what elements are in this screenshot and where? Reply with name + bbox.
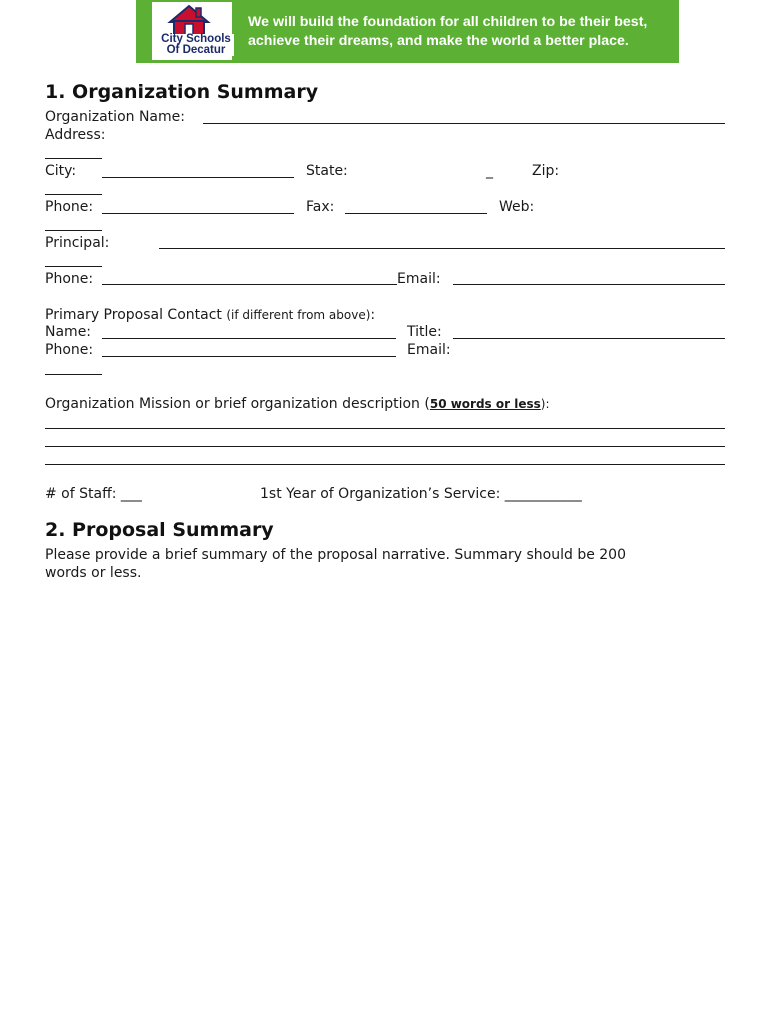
mission-label — [45, 395, 550, 413]
staff-label: # of Staff: — [45, 486, 117, 502]
contact-email-label: Email: — [407, 342, 451, 358]
org-name-label: Organization Name: — [45, 109, 185, 125]
contact-phone-label: Phone: — [45, 342, 94, 358]
phone-field[interactable] — [102, 213, 294, 214]
mission-field-line1[interactable] — [45, 428, 725, 429]
logo-text-line2: Of Decatur — [158, 45, 234, 56]
contact-name-field[interactable] — [102, 338, 396, 339]
logo-text-line1: City Schools — [158, 34, 234, 45]
zip-field[interactable] — [45, 194, 102, 195]
principal-field[interactable] — [159, 248, 725, 249]
principal-email-field[interactable] — [453, 284, 725, 285]
staff-field[interactable]: ___ — [120, 486, 142, 502]
principal-email-label: Email: — [397, 271, 441, 287]
header-banner — [136, 0, 679, 63]
first-year-service — [260, 485, 582, 503]
staff-count — [45, 485, 142, 503]
city-label: City: — [45, 163, 77, 179]
state-field[interactable]: _ — [486, 163, 493, 179]
section1-heading: 1. Organization Summary — [45, 81, 319, 103]
org-name-field[interactable] — [203, 123, 725, 124]
address-label: Address: — [45, 127, 106, 143]
principal-label: Principal: — [45, 235, 110, 251]
mission-field-line3[interactable] — [45, 464, 725, 465]
contact-title-label: Title: — [407, 324, 442, 340]
web-label: Web: — [499, 199, 535, 215]
section2-heading: 2. Proposal Summary — [45, 519, 274, 541]
address-field[interactable] — [45, 158, 102, 159]
fax-field[interactable] — [345, 213, 487, 214]
principal-field-continued[interactable] — [45, 266, 102, 267]
tagline-line1: We will build the foundation for all children to be their best, — [248, 14, 648, 30]
mission-label-close: ): — [540, 397, 550, 411]
contact-title-field[interactable] — [453, 338, 725, 339]
zip-label: Zip: — [532, 163, 560, 179]
phone-label: Phone: — [45, 199, 94, 215]
tagline — [248, 13, 673, 51]
contact-phone-field[interactable] — [102, 356, 396, 357]
section2-body-line2: words or less. — [45, 565, 142, 581]
primary-contact-label: Primary Proposal Contact — [45, 307, 222, 323]
mission-label-text: Organization Mission or brief organization description ( — [45, 396, 430, 412]
section2-body-line1: Please provide a brief summary of the proposal narrative. Summary should be 200 — [45, 547, 626, 563]
mission-word-limit: 50 words or less — [429, 397, 541, 411]
tagline-line2: achieve their dreams, and make the world a better place. — [248, 33, 629, 49]
principal-phone-label: Phone: — [45, 271, 94, 287]
web-field[interactable] — [45, 230, 102, 231]
primary-contact-colon: : — [370, 307, 376, 323]
first-year-label: 1st Year of Organization’s Service: — [260, 486, 501, 502]
mission-field-line2[interactable] — [45, 446, 725, 447]
contact-name-label: Name: — [45, 324, 92, 340]
primary-contact-note: (if different from above) — [226, 308, 371, 322]
primary-contact-heading — [45, 306, 375, 324]
principal-phone-field[interactable] — [102, 284, 397, 285]
first-year-field[interactable]: ___________ — [504, 486, 582, 502]
city-field[interactable] — [102, 177, 294, 178]
contact-email-field[interactable] — [45, 374, 102, 375]
fax-label: Fax: — [306, 199, 335, 215]
state-label: State: — [306, 163, 348, 179]
